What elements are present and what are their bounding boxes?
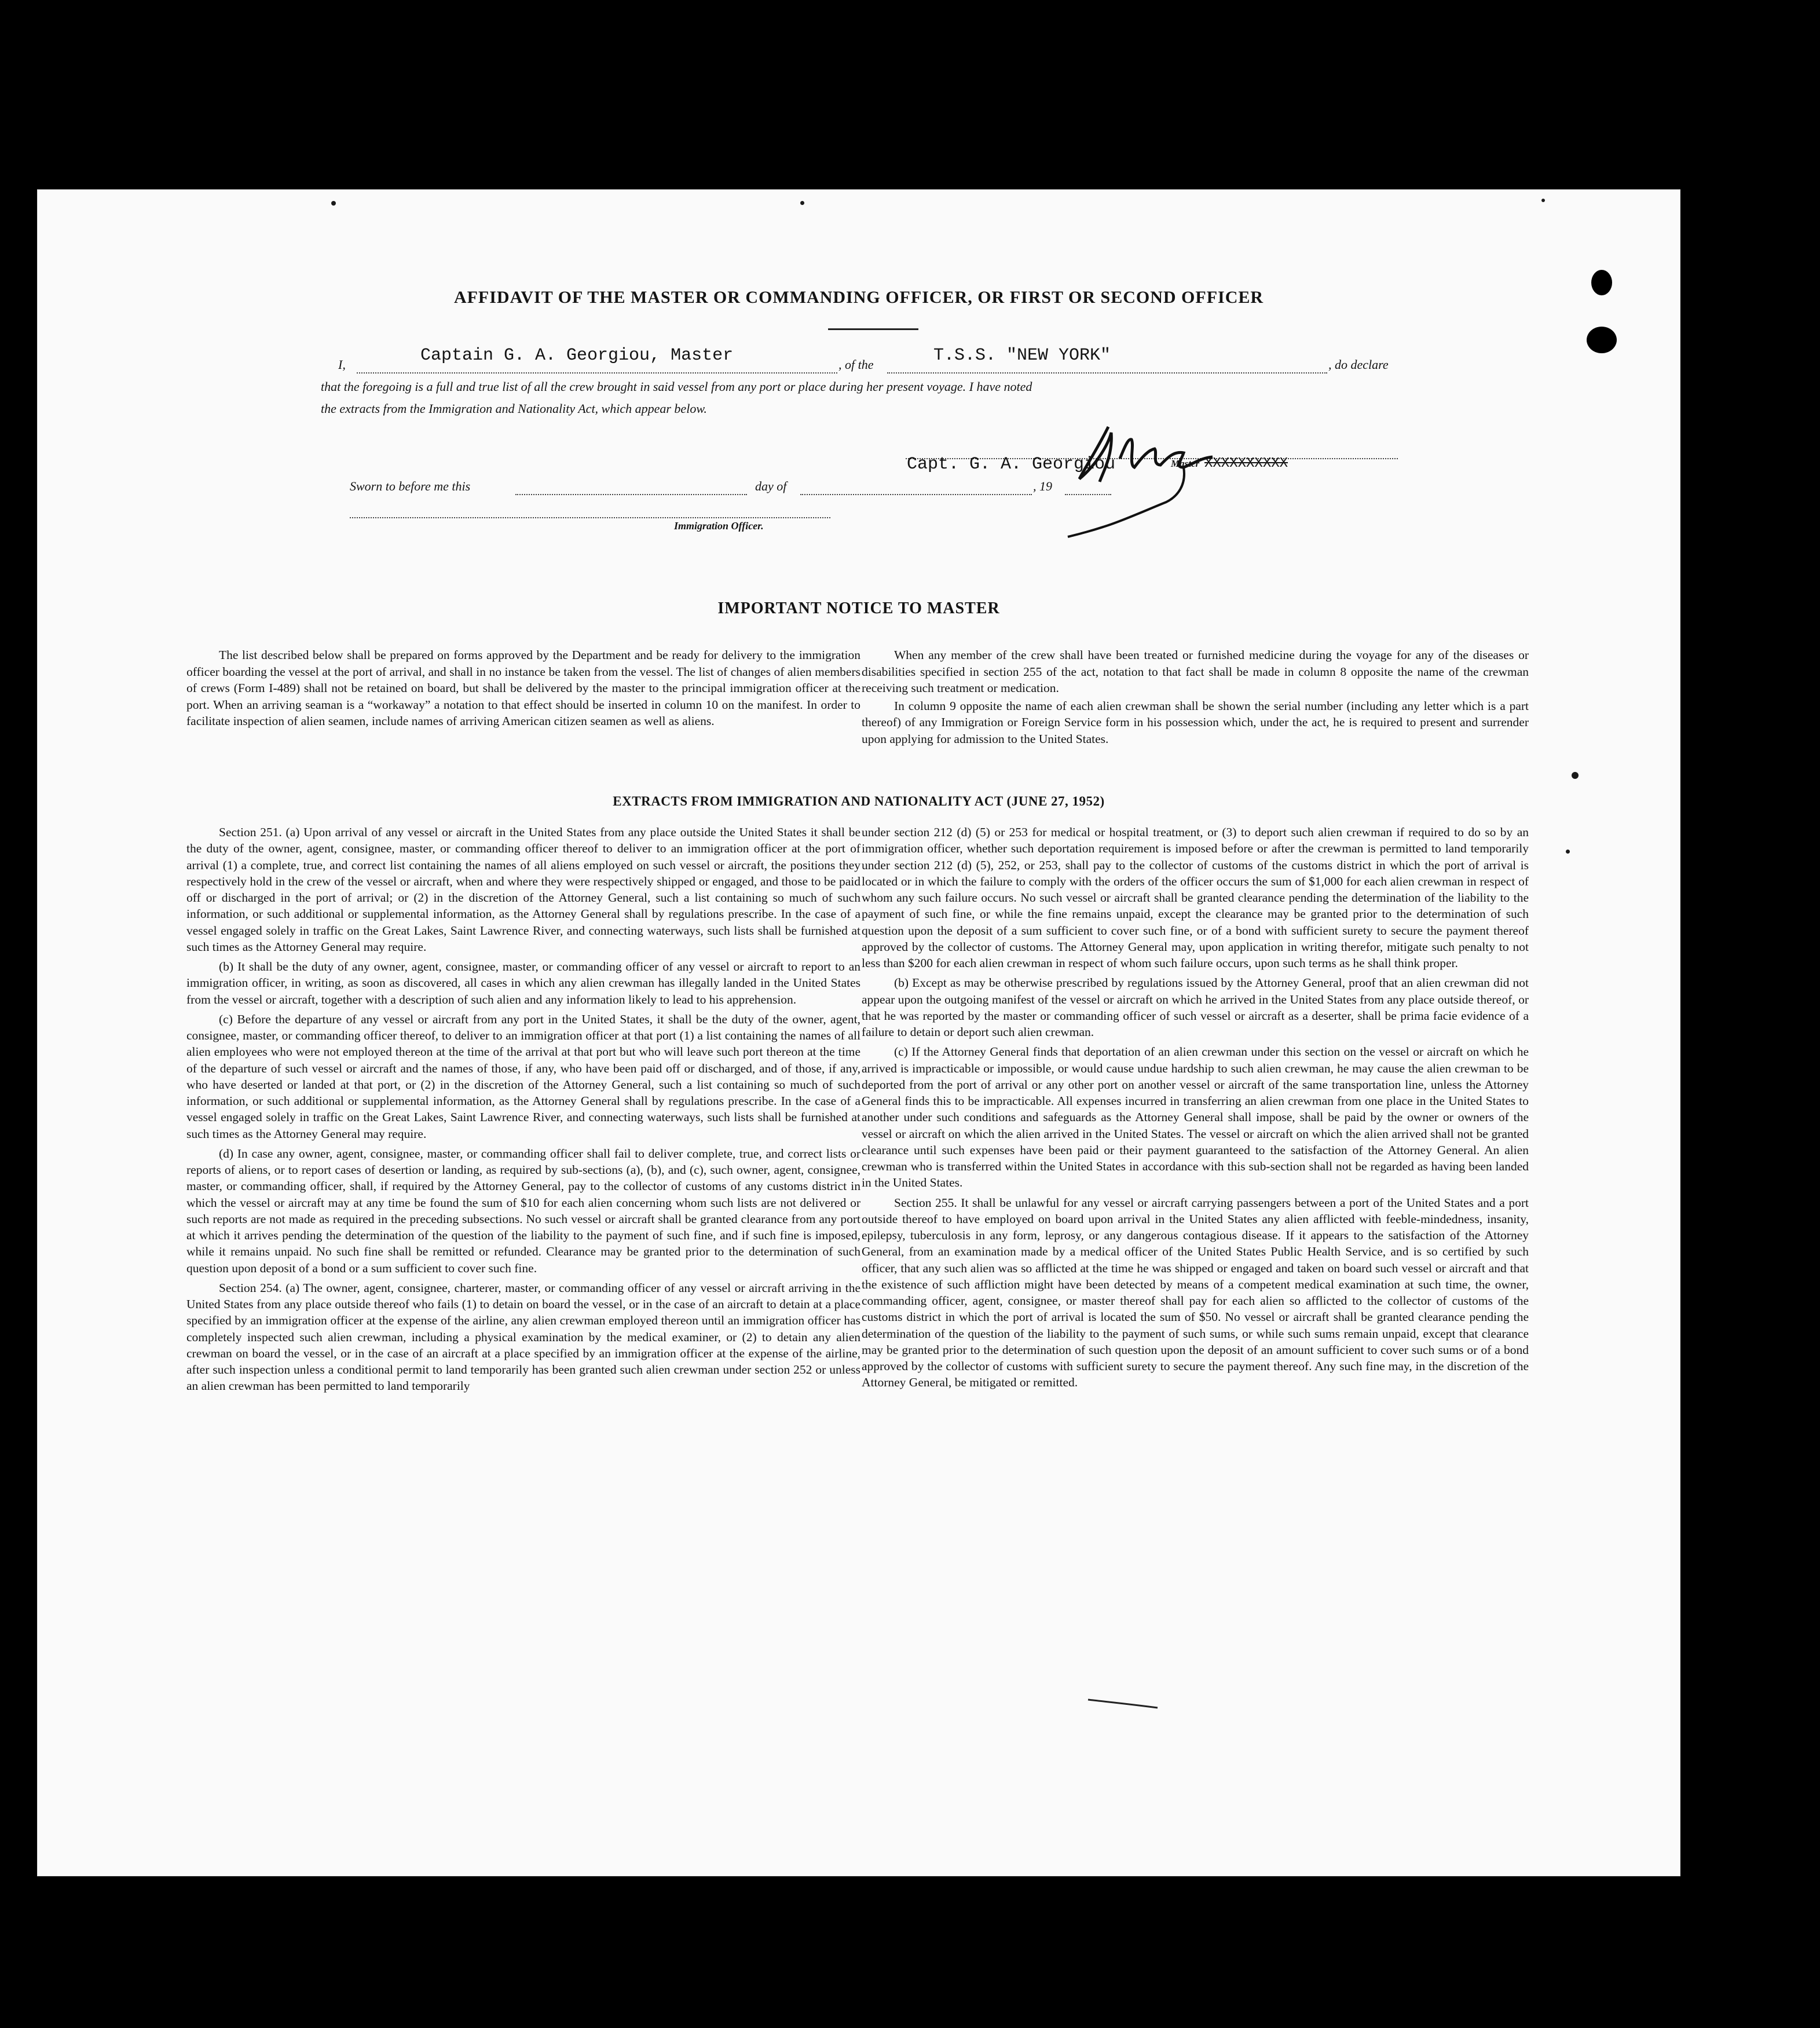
- affidavit-page: [37, 189, 1680, 1876]
- extracts-left-column: [186, 824, 860, 1398]
- punch-dot: [1572, 772, 1579, 779]
- declaration-line-2: that the foregoing is a full and true list of all the crew brought in said vessel from any port or place during her present voyage. I have noted: [321, 379, 1032, 394]
- notice-paragraph: In column 9 opposite the name of each alien crewman shall be shown the serial number (including any letter which is a part thereof) of any Immigration or Foreign Service form in his possession which, under the act, he is required to present and surrender upon applying for admission to the United States.: [862, 698, 1529, 746]
- notice-heading: IMPORTANT NOTICE TO MASTER: [717, 599, 1000, 617]
- vessel-name-line: [887, 372, 1327, 374]
- sworn-day-line: [515, 494, 747, 495]
- notice-left-column: [186, 647, 860, 731]
- signatory-struck-title: XXXXXXXXXX: [1204, 456, 1288, 471]
- section-251b: (b) It shall be the duty of any owner, agent, consignee, master, or commanding officer of any vessel or aircraft to report to an immigration officer, in writing, as soon as discovered, all cases in which any alien crewman has illegally landed in the United States from the vessel or aircraft, together with a description of such alien and any information likely to lead to his apprehension.: [186, 960, 860, 1006]
- ink-blot: [1591, 270, 1612, 295]
- day-of-label: day of: [755, 479, 787, 493]
- punch-dot: [800, 201, 804, 205]
- do-declare-label: , do declare: [1328, 357, 1389, 372]
- section-255: Section 255. It shall be unlawful for any vessel or aircraft carrying passengers between a port of the United States and a port outside thereof to have employed on board upon arrival in the United States any alien afflicted with feeble-mindedness, insanity, epilepsy, tuberculosis in any form, leprosy, or any dangerous contagious disease. If it appears to the satisfaction of the Attorney General, from an examination made by a medical officer of the United States Public Health Service, and is so certified by such officer, that any such alien was so afflicted at the time he was shipped or engaged and taken on board such vessel or aircraft and that the existence of such affliction might have been detected by means of a competent medical examination at such time, the owner, commanding officer, agent, consignee, or master thereof shall pay for each alien so afflicted to the collector of customs of the customs district in which the port of arrival is located the sum of $50. No vessel or aircraft shall be granted clearance pending the determination of the question of the liability to the payment of such sums, or while such sums remain unpaid, except that clearance may be granted prior to the determination of such question upon the deposit of an amount sufficient to cover such sums or of a bond approved by the collector of customs with sufficient surety to secure the payment thereof. Any such fine may, in the discretion of the Attorney General, be mitigated or remitted.: [862, 1195, 1529, 1390]
- vessel-name: T.S.S. "NEW YORK": [933, 346, 1111, 365]
- extracts-heading: EXTRACTS FROM IMMIGRATION AND NATIONALITY ACT (JUNE 27, 1952): [613, 794, 1105, 808]
- notice-paragraph: The list described below shall be prepared on forms approved by the Department and be ready for delivery to the immigration officer boarding the vessel at the port of arrival, and shall in no instance be taken from the vessel. The list of changes of alien members of crews (Form I-489) shall not be retained on board, but shall be delivered by the master to the principal immigration officer at the port. When an arriving seaman is a “workaway” a notation to that effect should be inserted in column 10 on the manifest. In order to facilitate inspection of alien seamen, include names of arriving American citizen seamen as well as aliens.: [186, 648, 860, 729]
- notice-right-column: [862, 647, 1529, 749]
- section-254a: Section 254. (a) The owner, agent, consignee, charterer, master, or commanding officer of any vessel or aircraft arriving in the United States from any place outside thereof who fails (1) to detain on board the vessel, or in the case of an aircraft to detain at a place specified by an immigration officer at the expense of the airline, any alien crewman employed thereon until an immigration officer has completely inspected such alien crewman, including a physical examination by the medical examiner, or (2) to detain any alien crewman on board the vessel, or in the case of an aircraft at a place specified by an immigration officer at the expense of the airline, after such inspection unless a conditional permit to land temporarily has been granted such alien crewman under section 252 or unless an alien crewman has been permitted to land temporarily: [186, 1280, 860, 1393]
- notice-paragraph: When any member of the crew shall have been treated or furnished medicine during the voyage for any of the diseases or disabilities specified in section 255 of the act, notation to that fact shall be made in column 8 opposite the name of the crewman receiving such treatment or medication.: [862, 648, 1529, 695]
- declaration-line-3: the extracts from the Immigration and Nationality Act, which appear below.: [321, 401, 707, 416]
- signatory-title: Master: [1171, 458, 1200, 469]
- master-name: Captain G. A. Georgiou, Master: [420, 346, 734, 365]
- affidavit-title: AFFIDAVIT OF THE MASTER OR COMMANDING OFFICER, OR FIRST OR SECOND OFFICER: [453, 288, 1264, 307]
- section-251c: (c) Before the departure of any vessel or aircraft from any port in the United States, it shall be the duty of the owner, agent, consignee, master, or commanding officer thereof, to deliver to an immigration officer at that port (1) a list containing the names of all alien employees who were not employed thereon at the time of the arrival at that port but who will leave such port thereon at the time of the departure of such vessel or aircraft and the names of those, if any, who have been paid off or discharged, and of those, if any, who have deserted or landed at that port, or (2) in the discretion of the Attorney General, such a list containing so much of such information, or such additional or supplemental information, as the Attorney General shall by regulations prescribe. In the case of a vessel engaged solely in traffic on the Great Lakes, Saint Lawrence River, and connecting waterways, such lists shall be furnished at such times as the Attorney General may require.: [186, 1012, 860, 1141]
- section-254a-continued: under section 212 (d) (5) or 253 for medical or hospital treatment, or (3) to deport such alien crewman if required to do so by an immigration officer, whether such deportation requirement is imposed before or after the crewman is permitted to land temporarily under section 212 (d) (5), 252, or 253, shall pay to the collector of customs of the customs district in which the port of arrival is located or in which the failure to comply with the orders of the officer occurs the sum of $1,000 for each alien crewman in respect of whom any such failure occurs. No such vessel or aircraft shall be granted clearance pending the determination of the liability to the payment of such fine, or while the fine remains unpaid, except the clearance may be granted prior to the determination of such question upon the deposit of a sum sufficient to cover such fine, or of a bond with sufficient surety to secure the payment thereof approved by the collector of customs. The Attorney General may, upon application in writing therefor, mitigate such penalty to not less than $200 for each alien crewman in respect of whom such failure occurs, upon such terms as he shall think proper.: [862, 825, 1529, 970]
- sworn-month-line: [800, 494, 1032, 495]
- end-flourish: [1085, 1695, 1160, 1712]
- section-254c: (c) If the Attorney General finds that deportation of an alien crewman under this section on the vessel or aircraft on which he arrived is impracticable or impossible, or would cause undue hardship to such alien crewman, he may cause the alien crewman to be deported from the port of arrival or any other port on another vessel or aircraft of the same transportation line, unless the Attorney General finds this to be impracticable. All expenses incurred in transferring an alien crewman from one place in the United States to another under such conditions and safeguards as the Attorney General shall impose, shall be paid by the owner or owners of the vessel or aircraft on which the alien arrived in the United States. The vessel or aircraft on which the alien arrived shall not be granted clearance until such expenses have been paid or their payment guaranteed to the satisfaction of the Attorney General. An alien crewman who is transferred within the United States in accordance with this sub-section shall not be regarded as having been landed in the United States.: [862, 1045, 1529, 1190]
- immigration-officer-caption: Immigration Officer.: [674, 520, 764, 532]
- handwritten-signature: [1010, 409, 1288, 543]
- master-name-line: [357, 372, 837, 374]
- of-the-label: , of the: [838, 357, 874, 372]
- immigration-officer-line: [350, 517, 830, 518]
- punch-dot: [1541, 199, 1545, 202]
- ink-blot: [1587, 327, 1617, 353]
- sworn-label: Sworn to before me this: [350, 479, 471, 493]
- extracts-right-column: [862, 824, 1529, 1394]
- section-251a: Section 251. (a) Upon arrival of any vessel or aircraft in the United States from any place outside the United States it shall be the duty of the owner, agent, consignee, master, or commanding officer thereof to deliver to an immigration officer at the port of arrival (1) a complete, true, and correct list containing the names of all aliens employed on such vessel or aircraft, the positions they respectively hold in the crew of the vessel or aircraft, when and where they were respectively shipped or engaged, and those to be paid off or discharged in the port of arrival; or (2) in the discretion of the Attorney General, such a list containing so much of such information, or such additional or supplemental information, as the Attorney General shall by regulations prescribe. In the case of a vessel engaged solely in traffic on the Great Lakes, Saint Lawrence River, and connecting waterways, such lists shall be furnished at such times as the Attorney General may require.: [186, 825, 860, 954]
- year-label: , 19: [1033, 479, 1052, 493]
- signatory-typed-name: Capt. G. A. Georgiou: [907, 455, 1116, 474]
- pronoun-label: I,: [338, 357, 346, 372]
- punch-dot: [331, 201, 336, 206]
- section-251d: (d) In case any owner, agent, consignee, master, or commanding officer shall fail to deliver complete, true, and correct lists or reports of aliens, or to report cases of desertion or landing, as required by sub-sections (a), (b), and (c), such owner, agent, consignee, master, or commanding officer, shall, if required by the Attorney General, pay to the collector of customs of any customs district in which the vessel or aircraft may at any time be found the sum of $10 for each alien concerning whom such lists are not delivered or such reports are not made as required in the preceding subsections. No such vessel or aircraft shall be granted clearance from any port at which it arrives pending the determination of the question of the liability to the payment of such fine, and if such fine is imposed, while it remains unpaid. No such fine shall be remitted or refunded. Clearance may be granted prior to the determination of such question upon deposit of a bond or a sum sufficient to cover such fine.: [186, 1146, 860, 1275]
- punch-dot: [1566, 850, 1570, 854]
- title-rule: [828, 328, 918, 330]
- section-254b: (b) Except as may be otherwise prescribed by regulations issued by the Attorney General, proof that an alien crewman did not appear upon the outgoing manifest of the vessel or aircraft on which he arrived in the United States from any place outside thereof, or that he was reported by the master or commanding officer of such vessel or aircraft as a deserter, shall be prima facie evidence of a failure to detain or deport such alien crewman.: [862, 976, 1529, 1039]
